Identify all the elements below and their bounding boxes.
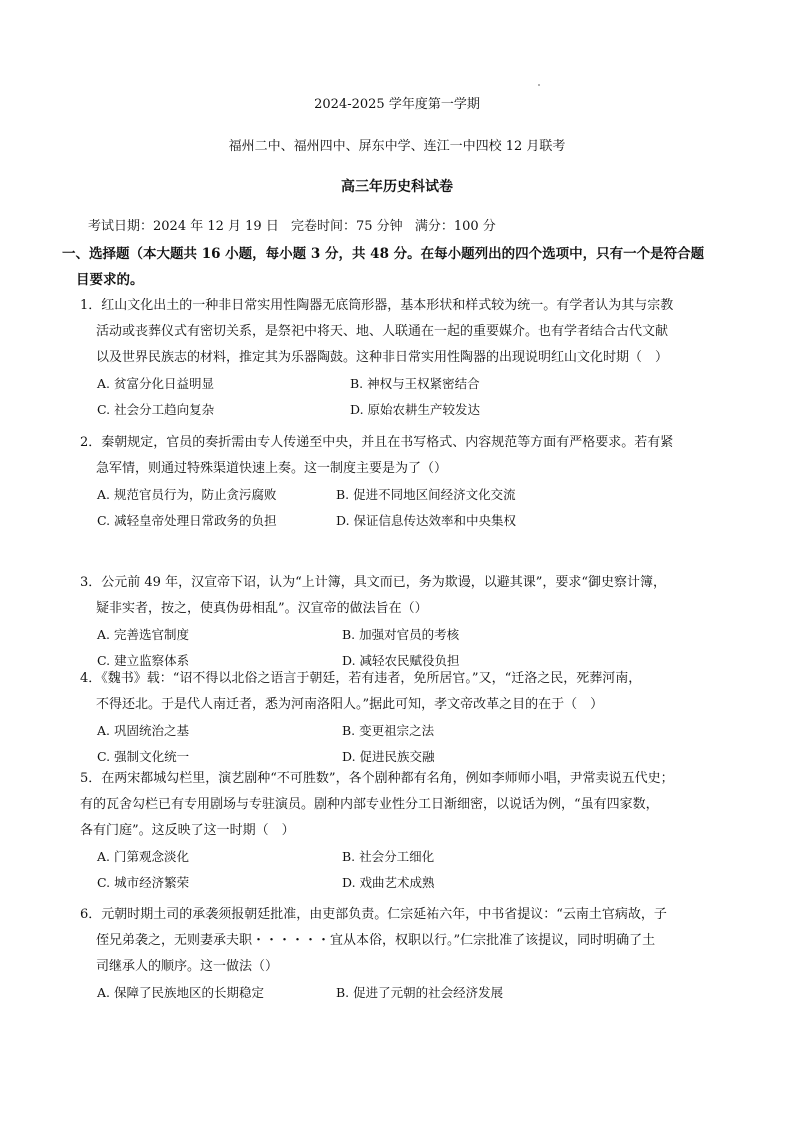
schools-line: 福州二中、福州四中、屏东中学、连江一中四校 12 月联考 — [228, 139, 566, 154]
option-a[interactable]: A. 贫富分化日益明显 — [97, 376, 214, 391]
options-row — [80, 844, 730, 870]
option-b[interactable]: B. 社会分工细化 — [342, 849, 435, 864]
option-b[interactable]: B. 促进不同地区间经济文化交流 — [336, 487, 516, 502]
question-1 — [80, 293, 730, 423]
stem-line: 1．红山文化出土的一种非日常实用性陶器无底筒形器，基本形状和样式较为统一。有学者认为其与宗教 — [80, 298, 674, 313]
options-row — [80, 980, 730, 1006]
option-b[interactable]: B. 变更祖宗之法 — [342, 723, 435, 738]
option-c[interactable]: C. 城市经济繁荣 — [97, 875, 190, 890]
stem-line: 以及世界民族志的材料，推定其为乐器陶鼓。这种非日常实用性陶器的出现说明红山文化时期（ ） — [96, 350, 669, 365]
stem-line: 6．元朝时期土司的承袭须报朝廷批准，由吏部负责。仁宗延祐六年，中书省提议：“云南土官病故，子 — [80, 907, 667, 922]
exam-date: 考试日期：2024 年 12 月 19 日 — [88, 219, 279, 234]
school-year: 2024-2025 学年度第一学期 — [314, 97, 480, 112]
option-d[interactable]: D. 原始农耕生产较发达 — [350, 402, 481, 417]
option-c[interactable]: C. 社会分工趋向复杂 — [97, 402, 215, 417]
option-c[interactable]: C. 强制文化统一 — [97, 749, 190, 764]
option-a[interactable]: A. 巩固统治之基 — [97, 723, 189, 738]
stem-line: 侄兄弟袭之，无则妻承夫职・・・・・・宜从本俗，权职以行。”仁宗批准了该提议，同时明确了土 — [96, 933, 656, 948]
option-d[interactable]: D. 保证信息传达效率和中央集权 — [336, 513, 517, 528]
question-stem — [80, 902, 730, 980]
option-c[interactable]: C. 建立监察体系 — [97, 653, 190, 668]
section-line-2: 目要求的。 — [76, 272, 144, 288]
stem-line: 4．《魏书》载：“诏不得以北俗之语言于朝廷，若有违者，免所居官。”又，“迁洛之民，死葬河南， — [80, 671, 642, 686]
option-d[interactable]: D. 戏曲艺术成熟 — [342, 875, 435, 890]
option-d[interactable]: D. 促进民族交融 — [342, 749, 435, 764]
stem-line: 3．公元前 49 年，汉宣帝下诏，认为“上计簿，具文而已，务为欺谩，以避其课”，要求“御史察计簿， — [80, 575, 667, 590]
question-5 — [80, 766, 730, 896]
stem-line: 疑非实者，按之，使真伪毋相乱”。汉宣帝的做法旨在（） — [96, 601, 428, 616]
stem-line: 司继承人的顺序。这一做法（） — [96, 959, 279, 974]
section-heading — [62, 241, 732, 293]
stem-line: 2．秦朝规定，官员的奏折需由专人传递至中央，并且在书写格式、内容规范等方面有严格要求。若有紧 — [80, 435, 674, 450]
scan-dot — [538, 84, 540, 86]
question-stem — [80, 766, 730, 844]
question-4 — [80, 666, 730, 770]
question-2 — [80, 430, 730, 534]
options-row — [80, 371, 730, 397]
section-line-1: 一、选择题（本大题共 16 小题，每小题 3 分，共 48 分。在每小题列出的四个选项中，只有一个是符合题 — [62, 246, 705, 262]
stem-line: 不得还北。于是代人南迁者，悉为河南洛阳人。”据此可知，孝文帝改革之目的在于（ ） — [96, 697, 604, 712]
question-stem — [80, 430, 730, 482]
exam-score: 满分：100 分 — [414, 219, 496, 234]
question-stem — [80, 570, 730, 622]
option-b[interactable]: B. 加强对官员的考核 — [342, 627, 460, 642]
options-row — [80, 482, 730, 508]
options-row — [80, 397, 730, 423]
question-3 — [80, 570, 730, 674]
stem-line: 5．在两宋都城勾栏里，演艺剧种“不可胜数”，各个剧种都有名角，例如李师师小唱，尹常卖说五代史； — [80, 771, 674, 786]
exam-title: 高三年历史科试卷 — [341, 179, 453, 195]
option-a[interactable]: A. 规范官员行为，防止贪污腐败 — [97, 487, 277, 502]
options-row — [80, 870, 730, 896]
stem-line: 有的瓦舍勾栏已有专用剧场与专驻演员。剧种内部专业性分工日渐细密，以说话为例，“虽有四家数， — [80, 797, 659, 812]
option-a[interactable]: A. 保障了民族地区的长期稳定 — [97, 985, 264, 1000]
option-c[interactable]: C. 减轻皇帝处理日常政务的负担 — [97, 513, 277, 528]
question-stem — [80, 666, 730, 718]
options-row — [80, 508, 730, 534]
options-row — [80, 718, 730, 744]
exam-duration: 完卷时间：75 分钟 — [290, 219, 403, 234]
options-row — [80, 622, 730, 648]
question-6 — [80, 902, 730, 1006]
option-b[interactable]: B. 神权与王权紧密结合 — [350, 376, 480, 391]
option-d[interactable]: D. 减轻农民赋役负担 — [342, 653, 460, 668]
option-a[interactable]: A. 完善选官制度 — [97, 627, 189, 642]
exam-info — [88, 215, 504, 234]
option-a[interactable]: A. 门第观念淡化 — [97, 849, 189, 864]
stem-line: 各有门庭”。这反映了这一时期（ ） — [80, 823, 295, 838]
question-stem — [80, 293, 730, 371]
stem-line: 活动或丧葬仪式有密切关系，是祭祀中将天、地、人联通在一起的重要媒介。也有学者结合古代文献 — [96, 324, 669, 339]
option-b[interactable]: B. 促进了元朝的社会经济发展 — [336, 985, 504, 1000]
stem-line: 急军情，则通过特殊渠道快速上奏。这一制度主要是为了（） — [96, 461, 448, 476]
